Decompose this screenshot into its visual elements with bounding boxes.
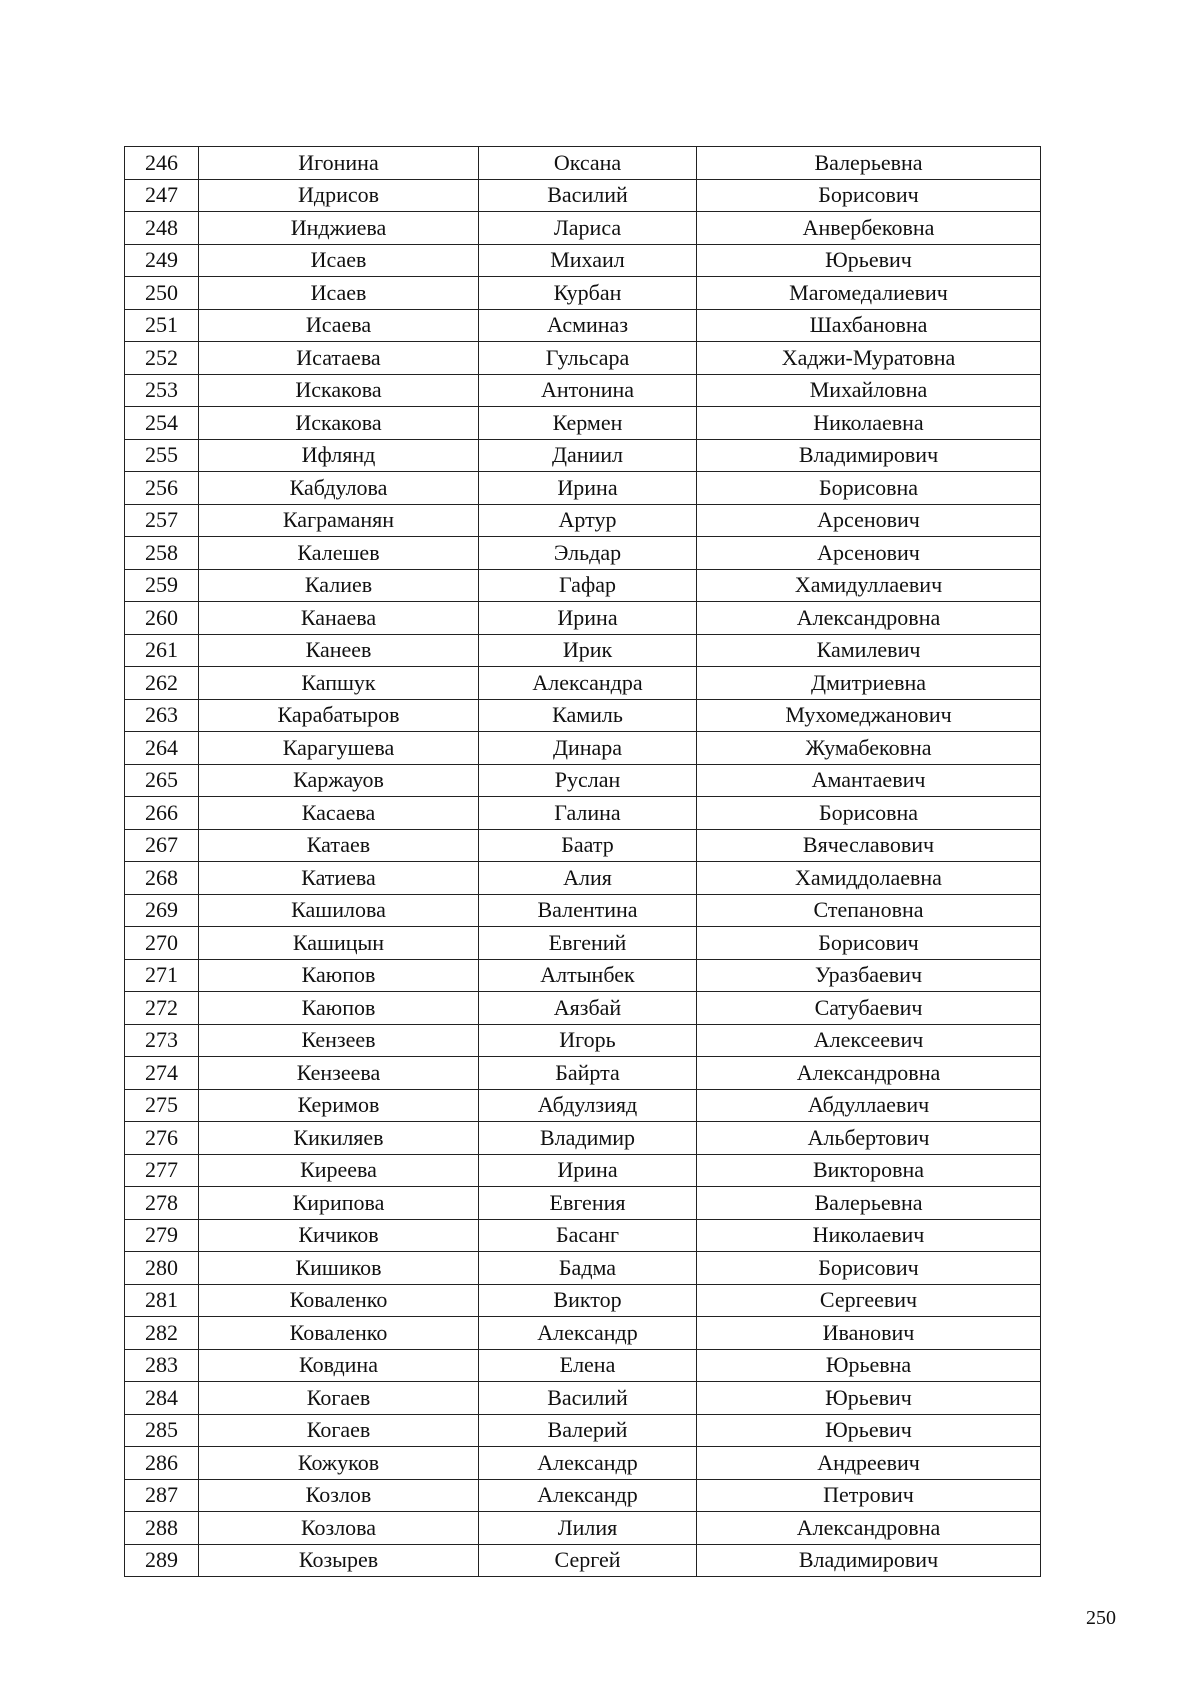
- first-name-cell: Василий: [479, 1382, 697, 1415]
- first-name-cell: Руслан: [479, 764, 697, 797]
- patronymic-cell: Шахбановна: [697, 309, 1041, 342]
- last-name-cell: Инджиева: [199, 212, 479, 245]
- first-name-cell: Кермен: [479, 407, 697, 440]
- first-name-cell: Галина: [479, 797, 697, 830]
- last-name-cell: Кабдулова: [199, 472, 479, 505]
- last-name-cell: Кашилова: [199, 894, 479, 927]
- patronymic-cell: Иванович: [697, 1317, 1041, 1350]
- patronymic-cell: Сергеевич: [697, 1284, 1041, 1317]
- first-name-cell: Ирина: [479, 472, 697, 505]
- row-number-cell: 260: [125, 602, 199, 635]
- table-row: [125, 1252, 1041, 1285]
- first-name-cell: Динара: [479, 732, 697, 765]
- row-number-cell: 254: [125, 407, 199, 440]
- last-name-cell: Канаева: [199, 602, 479, 635]
- table-row: [125, 1187, 1041, 1220]
- page-number: 250: [1086, 1607, 1116, 1629]
- last-name-cell: Каюпов: [199, 959, 479, 992]
- first-name-cell: Елена: [479, 1349, 697, 1382]
- last-name-cell: Когаев: [199, 1414, 479, 1447]
- patronymic-cell: Амантаевич: [697, 764, 1041, 797]
- row-number-cell: 270: [125, 927, 199, 960]
- first-name-cell: Валерий: [479, 1414, 697, 1447]
- patronymic-cell: Николаевна: [697, 407, 1041, 440]
- first-name-cell: Даниил: [479, 439, 697, 472]
- row-number-cell: 264: [125, 732, 199, 765]
- first-name-cell: Бадма: [479, 1252, 697, 1285]
- row-number-cell: 279: [125, 1219, 199, 1252]
- patronymic-cell: Борисович: [697, 1252, 1041, 1285]
- patronymic-cell: Юрьевич: [697, 1414, 1041, 1447]
- patronymic-cell: Викторовна: [697, 1154, 1041, 1187]
- patronymic-cell: Степановна: [697, 894, 1041, 927]
- row-number-cell: 248: [125, 212, 199, 245]
- table-row: [125, 569, 1041, 602]
- first-name-cell: Аязбай: [479, 992, 697, 1025]
- table-row: [125, 1414, 1041, 1447]
- table-row: [125, 309, 1041, 342]
- row-number-cell: 255: [125, 439, 199, 472]
- first-name-cell: Василий: [479, 179, 697, 212]
- last-name-cell: Козлов: [199, 1479, 479, 1512]
- table-row: [125, 862, 1041, 895]
- row-number-cell: 282: [125, 1317, 199, 1350]
- last-name-cell: Козлова: [199, 1512, 479, 1545]
- patronymic-cell: Петрович: [697, 1479, 1041, 1512]
- first-name-cell: Антонина: [479, 374, 697, 407]
- row-number-cell: 285: [125, 1414, 199, 1447]
- patronymic-cell: Алексеевич: [697, 1024, 1041, 1057]
- row-number-cell: 280: [125, 1252, 199, 1285]
- first-name-cell: Артур: [479, 504, 697, 537]
- first-name-cell: Камиль: [479, 699, 697, 732]
- row-number-cell: 277: [125, 1154, 199, 1187]
- patronymic-cell: Юрьевна: [697, 1349, 1041, 1382]
- row-number-cell: 289: [125, 1544, 199, 1577]
- last-name-cell: Кензеева: [199, 1057, 479, 1090]
- last-name-cell: Исаев: [199, 244, 479, 277]
- row-number-cell: 276: [125, 1122, 199, 1155]
- last-name-cell: Кожуков: [199, 1447, 479, 1480]
- patronymic-cell: Александровна: [697, 1057, 1041, 1090]
- first-name-cell: Басанг: [479, 1219, 697, 1252]
- last-name-cell: Капшук: [199, 667, 479, 700]
- roster-table: [124, 146, 1041, 1577]
- last-name-cell: Калешев: [199, 537, 479, 570]
- row-number-cell: 259: [125, 569, 199, 602]
- table-row: [125, 504, 1041, 537]
- patronymic-cell: Мухомеджанович: [697, 699, 1041, 732]
- table-row: [125, 764, 1041, 797]
- last-name-cell: Исаев: [199, 277, 479, 310]
- last-name-cell: Карагушева: [199, 732, 479, 765]
- patronymic-cell: Вячеславович: [697, 829, 1041, 862]
- table-row: [125, 1284, 1041, 1317]
- first-name-cell: Александр: [479, 1447, 697, 1480]
- table-row: [125, 992, 1041, 1025]
- first-name-cell: Александр: [479, 1317, 697, 1350]
- row-number-cell: 265: [125, 764, 199, 797]
- first-name-cell: Ирина: [479, 602, 697, 635]
- row-number-cell: 268: [125, 862, 199, 895]
- last-name-cell: Кирипова: [199, 1187, 479, 1220]
- table-row: [125, 634, 1041, 667]
- first-name-cell: Оксана: [479, 147, 697, 180]
- first-name-cell: Алтынбек: [479, 959, 697, 992]
- table-row: [125, 667, 1041, 700]
- table-row: [125, 1219, 1041, 1252]
- last-name-cell: Катиева: [199, 862, 479, 895]
- row-number-cell: 262: [125, 667, 199, 700]
- last-name-cell: Карабатыров: [199, 699, 479, 732]
- first-name-cell: Валентина: [479, 894, 697, 927]
- patronymic-cell: Николаевич: [697, 1219, 1041, 1252]
- patronymic-cell: Юрьевич: [697, 1382, 1041, 1415]
- last-name-cell: Идрисов: [199, 179, 479, 212]
- last-name-cell: Исаева: [199, 309, 479, 342]
- first-name-cell: Эльдар: [479, 537, 697, 570]
- patronymic-cell: Александровна: [697, 1512, 1041, 1545]
- table-row: [125, 927, 1041, 960]
- patronymic-cell: Арсенович: [697, 504, 1041, 537]
- last-name-cell: Ифлянд: [199, 439, 479, 472]
- last-name-cell: Каграманян: [199, 504, 479, 537]
- last-name-cell: Керимов: [199, 1089, 479, 1122]
- row-number-cell: 269: [125, 894, 199, 927]
- last-name-cell: Канеев: [199, 634, 479, 667]
- patronymic-cell: Андреевич: [697, 1447, 1041, 1480]
- table-row: [125, 959, 1041, 992]
- row-number-cell: 252: [125, 342, 199, 375]
- first-name-cell: Байрта: [479, 1057, 697, 1090]
- table-row: [125, 374, 1041, 407]
- last-name-cell: Когаев: [199, 1382, 479, 1415]
- row-number-cell: 278: [125, 1187, 199, 1220]
- row-number-cell: 281: [125, 1284, 199, 1317]
- last-name-cell: Игонина: [199, 147, 479, 180]
- first-name-cell: Асминаз: [479, 309, 697, 342]
- patronymic-cell: Владимирович: [697, 1544, 1041, 1577]
- patronymic-cell: Хаджи-Муратовна: [697, 342, 1041, 375]
- patronymic-cell: Владимирович: [697, 439, 1041, 472]
- roster-table-body: [125, 147, 1041, 1577]
- first-name-cell: Евгений: [479, 927, 697, 960]
- row-number-cell: 253: [125, 374, 199, 407]
- table-row: [125, 179, 1041, 212]
- table-row: [125, 1447, 1041, 1480]
- last-name-cell: Кишиков: [199, 1252, 479, 1285]
- table-row: [125, 147, 1041, 180]
- first-name-cell: Александра: [479, 667, 697, 700]
- table-row: [125, 1382, 1041, 1415]
- table-row: [125, 1024, 1041, 1057]
- table-row: [125, 212, 1041, 245]
- row-number-cell: 257: [125, 504, 199, 537]
- patronymic-cell: Александровна: [697, 602, 1041, 635]
- last-name-cell: Кикиляев: [199, 1122, 479, 1155]
- patronymic-cell: Хамидуллаевич: [697, 569, 1041, 602]
- patronymic-cell: Борисович: [697, 179, 1041, 212]
- patronymic-cell: Уразбаевич: [697, 959, 1041, 992]
- patronymic-cell: Хамиддолаевна: [697, 862, 1041, 895]
- last-name-cell: Касаева: [199, 797, 479, 830]
- table-row: [125, 537, 1041, 570]
- row-number-cell: 286: [125, 1447, 199, 1480]
- last-name-cell: Кашицын: [199, 927, 479, 960]
- row-number-cell: 275: [125, 1089, 199, 1122]
- first-name-cell: Виктор: [479, 1284, 697, 1317]
- last-name-cell: Коваленко: [199, 1317, 479, 1350]
- table-row: [125, 1512, 1041, 1545]
- row-number-cell: 250: [125, 277, 199, 310]
- row-number-cell: 287: [125, 1479, 199, 1512]
- last-name-cell: Катаев: [199, 829, 479, 862]
- first-name-cell: Лилия: [479, 1512, 697, 1545]
- row-number-cell: 258: [125, 537, 199, 570]
- last-name-cell: Каюпов: [199, 992, 479, 1025]
- table-row: [125, 244, 1041, 277]
- first-name-cell: Гафар: [479, 569, 697, 602]
- patronymic-cell: Валерьевна: [697, 1187, 1041, 1220]
- first-name-cell: Ирина: [479, 1154, 697, 1187]
- row-number-cell: 273: [125, 1024, 199, 1057]
- table-row: [125, 1154, 1041, 1187]
- row-number-cell: 246: [125, 147, 199, 180]
- patronymic-cell: Арсенович: [697, 537, 1041, 570]
- patronymic-cell: Борисович: [697, 927, 1041, 960]
- patronymic-cell: Анвербековна: [697, 212, 1041, 245]
- first-name-cell: Алия: [479, 862, 697, 895]
- last-name-cell: Киреева: [199, 1154, 479, 1187]
- table-row: [125, 342, 1041, 375]
- patronymic-cell: Борисовна: [697, 472, 1041, 505]
- last-name-cell: Коваленко: [199, 1284, 479, 1317]
- first-name-cell: Гульсара: [479, 342, 697, 375]
- row-number-cell: 256: [125, 472, 199, 505]
- patronymic-cell: Абдуллаевич: [697, 1089, 1041, 1122]
- table-row: [125, 699, 1041, 732]
- table-row: [125, 1057, 1041, 1090]
- last-name-cell: Кензеев: [199, 1024, 479, 1057]
- row-number-cell: 283: [125, 1349, 199, 1382]
- patronymic-cell: Магомедалиевич: [697, 277, 1041, 310]
- row-number-cell: 261: [125, 634, 199, 667]
- row-number-cell: 271: [125, 959, 199, 992]
- first-name-cell: Баатр: [479, 829, 697, 862]
- patronymic-cell: Жумабековна: [697, 732, 1041, 765]
- table-row: [125, 602, 1041, 635]
- first-name-cell: Михаил: [479, 244, 697, 277]
- last-name-cell: Каржауов: [199, 764, 479, 797]
- row-number-cell: 263: [125, 699, 199, 732]
- patronymic-cell: Борисовна: [697, 797, 1041, 830]
- first-name-cell: Евгения: [479, 1187, 697, 1220]
- first-name-cell: Владимир: [479, 1122, 697, 1155]
- table-row: [125, 1479, 1041, 1512]
- first-name-cell: Сергей: [479, 1544, 697, 1577]
- roster-sheet: [124, 146, 1040, 1577]
- row-number-cell: 251: [125, 309, 199, 342]
- patronymic-cell: Михайловна: [697, 374, 1041, 407]
- table-row: [125, 407, 1041, 440]
- first-name-cell: Курбан: [479, 277, 697, 310]
- last-name-cell: Ковдина: [199, 1349, 479, 1382]
- patronymic-cell: Дмитриевна: [697, 667, 1041, 700]
- table-row: [125, 277, 1041, 310]
- first-name-cell: Абдулзияд: [479, 1089, 697, 1122]
- patronymic-cell: Альбертович: [697, 1122, 1041, 1155]
- first-name-cell: Лариса: [479, 212, 697, 245]
- patronymic-cell: Валерьевна: [697, 147, 1041, 180]
- last-name-cell: Козырев: [199, 1544, 479, 1577]
- row-number-cell: 288: [125, 1512, 199, 1545]
- row-number-cell: 266: [125, 797, 199, 830]
- first-name-cell: Игорь: [479, 1024, 697, 1057]
- first-name-cell: Александр: [479, 1479, 697, 1512]
- table-row: [125, 732, 1041, 765]
- row-number-cell: 267: [125, 829, 199, 862]
- first-name-cell: Ирик: [479, 634, 697, 667]
- table-row: [125, 1349, 1041, 1382]
- row-number-cell: 284: [125, 1382, 199, 1415]
- patronymic-cell: Сатубаевич: [697, 992, 1041, 1025]
- table-row: [125, 797, 1041, 830]
- last-name-cell: Искакова: [199, 374, 479, 407]
- table-row: [125, 829, 1041, 862]
- row-number-cell: 274: [125, 1057, 199, 1090]
- patronymic-cell: Юрьевич: [697, 244, 1041, 277]
- table-row: [125, 1089, 1041, 1122]
- table-row: [125, 1317, 1041, 1350]
- last-name-cell: Кичиков: [199, 1219, 479, 1252]
- last-name-cell: Исатаева: [199, 342, 479, 375]
- row-number-cell: 249: [125, 244, 199, 277]
- table-row: [125, 472, 1041, 505]
- last-name-cell: Калиев: [199, 569, 479, 602]
- row-number-cell: 272: [125, 992, 199, 1025]
- table-row: [125, 439, 1041, 472]
- row-number-cell: 247: [125, 179, 199, 212]
- patronymic-cell: Камилевич: [697, 634, 1041, 667]
- table-row: [125, 1544, 1041, 1577]
- last-name-cell: Искакова: [199, 407, 479, 440]
- table-row: [125, 894, 1041, 927]
- table-row: [125, 1122, 1041, 1155]
